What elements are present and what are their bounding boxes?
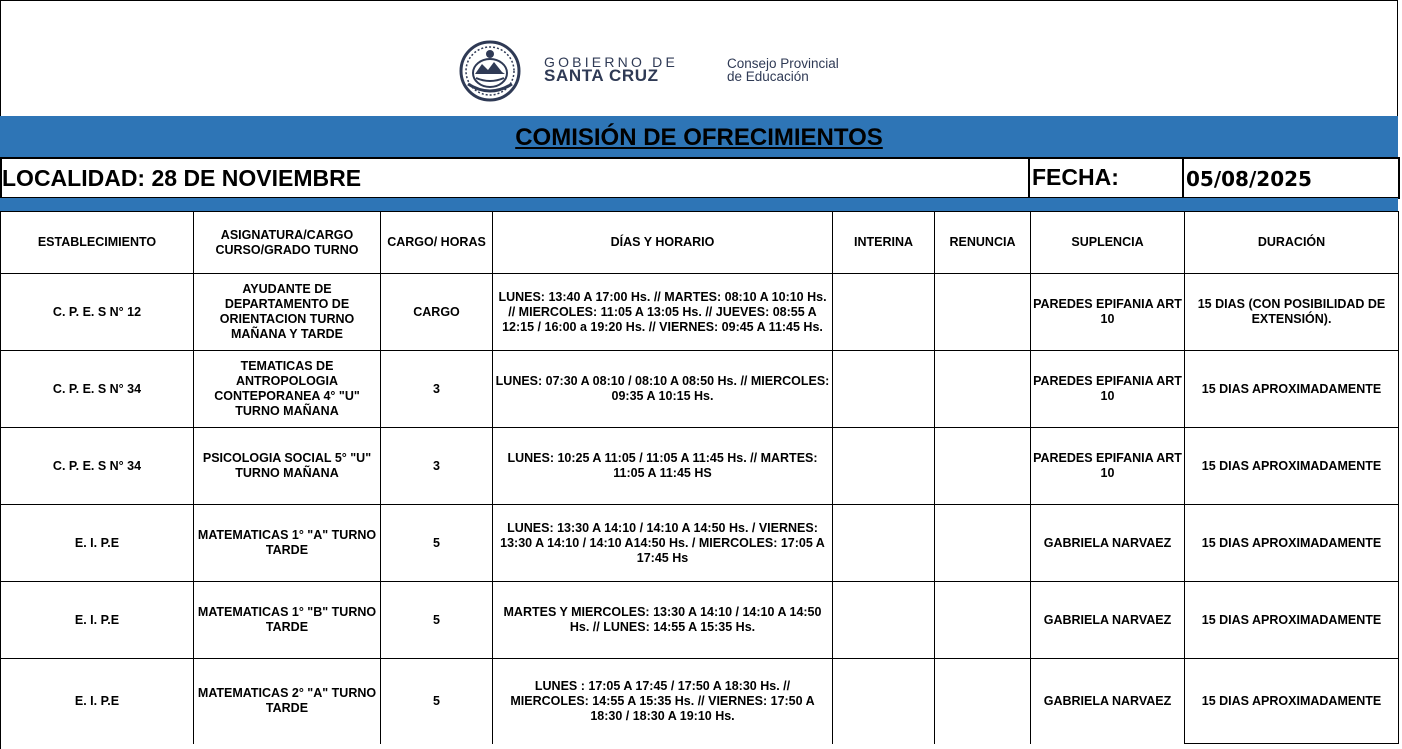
cell-renuncia bbox=[935, 659, 1031, 744]
cell-renuncia bbox=[935, 505, 1031, 582]
cell-duracion: 15 DIAS APROXIMADAMENTE bbox=[1185, 582, 1399, 659]
cell-dias-horario: LUNES: 10:25 A 11:05 / 11:05 A 11:45 Hs. // MARTES: 11:05 A 11:45 HS bbox=[493, 428, 833, 505]
col-suplencia: SUPLENCIA bbox=[1031, 212, 1185, 274]
cell-renuncia bbox=[935, 351, 1031, 428]
gobierno-line2: SANTA CRUZ bbox=[544, 66, 659, 85]
cell-suplencia: PAREDES EPIFANIA ART 10 bbox=[1031, 428, 1185, 505]
ofrecimientos-table bbox=[0, 211, 1399, 744]
cell-duracion: 15 DIAS (CON POSIBILIDAD DE EXTENSIÓN). bbox=[1185, 274, 1399, 351]
cell-asignatura: MATEMATICAS 1° "A" TURNO TARDE bbox=[194, 505, 381, 582]
cell-duracion: 15 DIAS APROXIMADAMENTE bbox=[1185, 351, 1399, 428]
cell-establecimiento: E. I. P.E bbox=[1, 582, 194, 659]
cell-suplencia: PAREDES EPIFANIA ART 10 bbox=[1031, 274, 1185, 351]
cell-asignatura: TEMATICAS DE ANTROPOLOGIA CONTEPORANEA 4° "U" TURNO MAÑANA bbox=[194, 351, 381, 428]
cell-establecimiento: C. P. E. S N° 12 bbox=[1, 274, 194, 351]
cell-dias-horario: LUNES: 13:40 A 17:00 Hs. // MARTES: 08:10 A 10:10 Hs. // MIERCOLES: 11:05 A 13:05 Hs. // JUEVES: 08:55 A 12:15 / 16:00 a 19:20 Hs. // VIERNES: 09:45 A 11:45 Hs. bbox=[493, 274, 833, 351]
table-row bbox=[1, 659, 1399, 744]
cell-interina bbox=[833, 505, 935, 582]
consejo-line1: Consejo Provincial bbox=[727, 56, 839, 71]
col-establecimiento: ESTABLECIMIENTO bbox=[1, 212, 194, 274]
localidad-divider bbox=[1028, 157, 1030, 197]
page-border-top bbox=[0, 0, 1398, 1]
cell-cargo-horas: 3 bbox=[381, 351, 493, 428]
cell-interina bbox=[833, 274, 935, 351]
table-row bbox=[1, 351, 1399, 428]
cell-interina bbox=[833, 659, 935, 744]
cell-suplencia: GABRIELA NARVAEZ bbox=[1031, 582, 1185, 659]
cell-interina bbox=[833, 351, 935, 428]
cell-duracion: 15 DIAS APROXIMADAMENTE bbox=[1185, 505, 1399, 582]
cell-cargo-horas: 5 bbox=[381, 582, 493, 659]
cell-asignatura: AYUDANTE DE DEPARTAMENTO DE ORIENTACION TURNO MAÑANA Y TARDE bbox=[194, 274, 381, 351]
cell-suplencia: PAREDES EPIFANIA ART 10 bbox=[1031, 351, 1185, 428]
cell-dias-horario: MARTES Y MIERCOLES: 13:30 A 14:10 / 14:10 A 14:50 Hs. // LUNES: 14:55 A 15:35 Hs. bbox=[493, 582, 833, 659]
col-renuncia: RENUNCIA bbox=[935, 212, 1031, 274]
cell-cargo-horas: 3 bbox=[381, 428, 493, 505]
santa-cruz-coat-of-arms-icon bbox=[458, 40, 522, 102]
col-cargo-horas: CARGO/ HORAS bbox=[381, 212, 493, 274]
cell-dias-horario: LUNES: 07:30 A 08:10 / 08:10 A 08:50 Hs. // MIERCOLES: 09:35 A 10:15 Hs. bbox=[493, 351, 833, 428]
cell-cargo-horas: 5 bbox=[381, 659, 493, 744]
cell-interina bbox=[833, 428, 935, 505]
table-row bbox=[1, 274, 1399, 351]
col-dias-horario: DÍAS Y HORARIO bbox=[493, 212, 833, 274]
cell-cargo-horas: CARGO bbox=[381, 274, 493, 351]
table-row bbox=[1, 428, 1399, 505]
cell-interina bbox=[833, 582, 935, 659]
cell-renuncia bbox=[935, 582, 1031, 659]
cell-suplencia: GABRIELA NARVAEZ bbox=[1031, 659, 1185, 744]
fecha-divider bbox=[1182, 157, 1184, 197]
separator-band bbox=[0, 198, 1398, 211]
fecha-value: 05/08/2025 bbox=[1186, 167, 1312, 191]
cell-duracion: 15 DIAS APROXIMADAMENTE bbox=[1185, 428, 1399, 505]
cell-asignatura: MATEMATICAS 2° "A" TURNO TARDE bbox=[194, 659, 381, 744]
cell-establecimiento: E. I. P.E bbox=[1, 505, 194, 582]
cell-dias-horario: LUNES: 13:30 A 14:10 / 14:10 A 14:50 Hs. / VIERNES: 13:30 A 14:10 / 14:10 A14:50 Hs. / MIERCOLES: 17:05 A 17:45 Hs bbox=[493, 505, 833, 582]
cell-cargo-horas: 5 bbox=[381, 505, 493, 582]
cell-renuncia bbox=[935, 274, 1031, 351]
cell-establecimiento: E. I. P.E bbox=[1, 659, 194, 744]
cell-asignatura: PSICOLOGIA SOCIAL 5° "U" TURNO MAÑANA bbox=[194, 428, 381, 505]
page-border-right bbox=[1397, 0, 1398, 116]
cell-suplencia: GABRIELA NARVAEZ bbox=[1031, 505, 1185, 582]
consejo-line2: de Educación bbox=[727, 69, 809, 84]
cell-duracion: 15 DIAS APROXIMADAMENTE bbox=[1185, 659, 1399, 744]
localidad-label: LOCALIDAD: 28 DE NOVIEMBRE bbox=[2, 165, 362, 191]
cell-dias-horario: LUNES : 17:05 A 17:45 / 17:50 A 18:30 Hs. // MIERCOLES: 14:55 A 15:35 Hs. // VIERNES: 17:50 A 18:30 / 18:30 A 19:10 Hs. bbox=[493, 659, 833, 744]
col-asignatura: ASIGNATURA/CARGO CURSO/GRADO TURNO bbox=[194, 212, 381, 274]
col-duracion: DURACIÓN bbox=[1185, 212, 1399, 274]
gobierno-line1: GOBIERNO DE bbox=[544, 54, 678, 70]
cell-asignatura: MATEMATICAS 1° "B" TURNO TARDE bbox=[194, 582, 381, 659]
page-title: COMISIÓN DE OFRECIMIENTOS bbox=[515, 124, 883, 151]
table-header-row bbox=[1, 212, 1399, 274]
cell-establecimiento: C. P. E. S N° 34 bbox=[1, 351, 194, 428]
cell-renuncia bbox=[935, 428, 1031, 505]
table-row bbox=[1, 505, 1399, 582]
cell-establecimiento: C. P. E. S N° 34 bbox=[1, 428, 194, 505]
col-interina: INTERINA bbox=[833, 212, 935, 274]
fecha-label: FECHA: bbox=[1032, 164, 1119, 190]
table-row bbox=[1, 582, 1399, 659]
